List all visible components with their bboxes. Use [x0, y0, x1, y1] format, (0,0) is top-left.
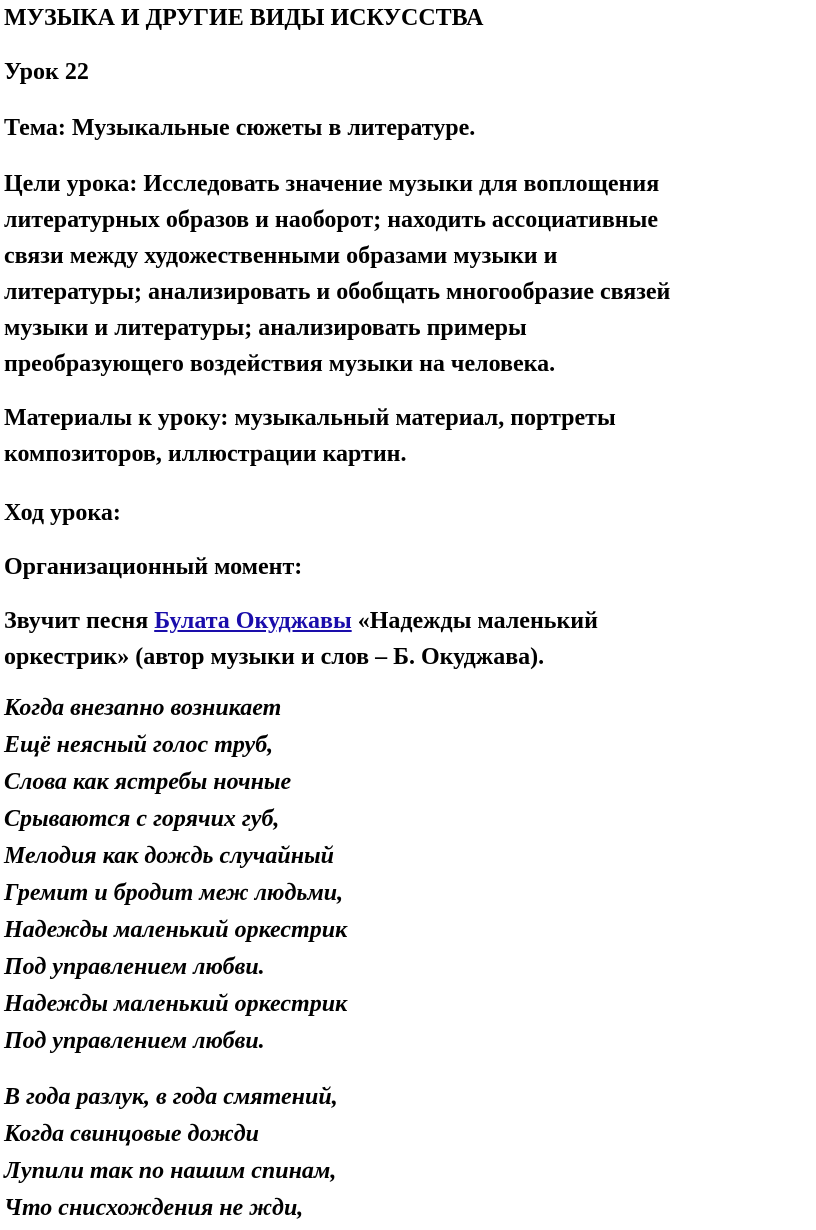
goals-line: литературных образов и наоборот; находить ассоциативные: [4, 207, 659, 233]
verse-line: Гремит и бродит меж людьми,: [4, 880, 344, 906]
verse-2: [4, 1079, 338, 1227]
lesson-goals: [4, 166, 670, 382]
song-prefix: Звучит песня: [4, 608, 155, 634]
verse-1: [4, 690, 347, 1060]
course-heading: Ход урока:: [4, 500, 121, 526]
verse-line: Мелодия как дождь случайный: [4, 843, 335, 869]
lesson-topic: Тема: Музыкальные сюжеты в литературе.: [4, 115, 476, 141]
song-suffix: «Надежды маленький: [351, 608, 598, 634]
goals-line: Цели урока: Исследовать значение музыки для воплощения: [4, 171, 660, 197]
verse-line: Надежды маленький оркестрик: [4, 917, 348, 943]
song-intro-line: [4, 603, 598, 639]
verse-line: Слова как ястребы ночные: [4, 769, 292, 795]
goals-line: литературы; анализировать и обобщать многообразие связей: [4, 279, 671, 305]
materials-line: композиторов, иллюстрации картин.: [4, 441, 407, 467]
verse-line: Лупили так по нашим спинам,: [4, 1158, 337, 1184]
verse-line: Ещё неясный голос труб,: [4, 732, 274, 758]
verse-line: Срываются с горячих губ,: [4, 806, 280, 832]
song-intro: [4, 603, 598, 675]
org-moment-heading: Организационный момент:: [4, 554, 303, 580]
materials-line: Материалы к уроку: музыкальный материал, портреты: [4, 405, 616, 431]
goals-line: связи между художественными образами музыки и: [4, 243, 558, 269]
verse-line: Надежды маленький оркестрик: [4, 991, 348, 1017]
verse-line: В года разлук, в года смятений,: [4, 1084, 338, 1110]
lesson-materials: [4, 400, 616, 472]
verse-line: Когда свинцовые дожди: [4, 1121, 259, 1147]
author-link[interactable]: Булата Окуджавы: [154, 608, 352, 634]
goals-line: преобразующего воздействия музыки на человека.: [4, 351, 556, 377]
lesson-number: Урок 22: [4, 59, 89, 85]
verse-line: Что снисхождения не жди,: [4, 1195, 304, 1221]
verse-line: Под управлением любви.: [4, 954, 265, 980]
goals-line: музыки и литературы; анализировать примеры: [4, 315, 527, 341]
document-title: МУЗЫКА И ДРУГИЕ ВИДЫ ИСКУССТВА: [4, 5, 484, 31]
song-intro-line-2: оркестрик» (автор музыки и слов – Б. Окуджава).: [4, 644, 545, 670]
verse-line: Когда внезапно возникает: [4, 695, 282, 721]
verse-line: Под управлением любви.: [4, 1028, 265, 1054]
